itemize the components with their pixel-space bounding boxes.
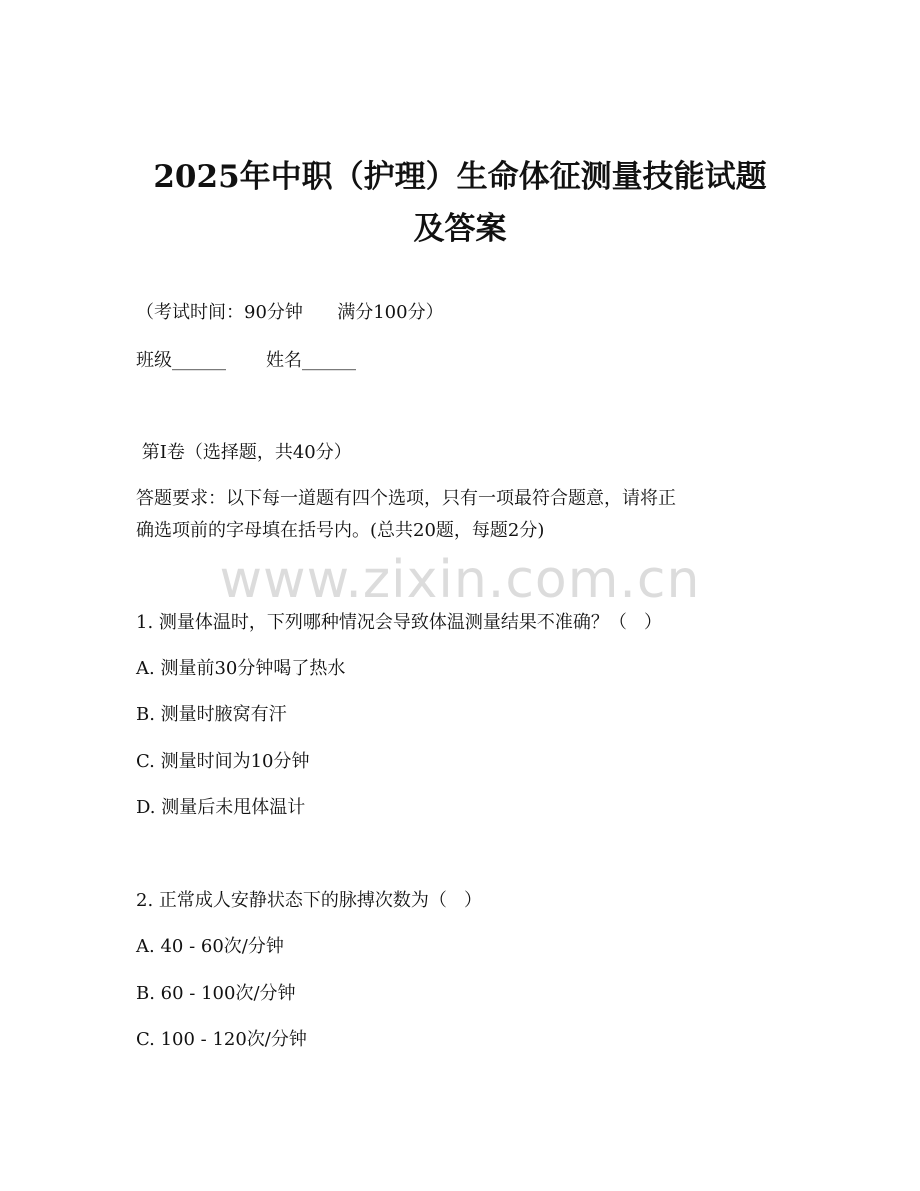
question-1-option-d: D. 测量后未甩体温计 bbox=[136, 797, 306, 818]
exam-info: （考试时间：90分钟 满分100分） bbox=[136, 302, 444, 323]
question-1-stem: 1. 测量体温时，下列哪种情况会导致体温测量结果不准确？（ ） bbox=[136, 612, 663, 633]
question-2-option-a: A. 40 - 60次/分钟 bbox=[136, 936, 284, 957]
question-1-option-b: B. 测量时腋窝有汗 bbox=[136, 704, 287, 725]
document-title-line-2: 及答案 bbox=[413, 211, 507, 247]
instructions-line-2: 确选项前的字母填在括号内。(总共20题，每题2分) bbox=[136, 520, 545, 541]
question-1-option-a: A. 测量前30分钟喝了热水 bbox=[136, 658, 346, 679]
watermark: www.zixin.com.cn bbox=[219, 550, 701, 610]
question-2-stem: 2. 正常成人安静状态下的脉搏次数为（ ） bbox=[136, 890, 483, 911]
section-title: 第Ⅰ卷（选择题，共40分） bbox=[136, 442, 352, 463]
document-title-line-1: 2025年中职（护理）生命体征测量技能试题 bbox=[153, 159, 767, 195]
question-1-option-c: C. 测量时间为10分钟 bbox=[136, 751, 310, 772]
instructions-line-1: 答题要求：以下每一道题有四个选项，只有一项最符合题意，请将正 bbox=[136, 488, 676, 509]
question-2-option-b: B. 60 - 100次/分钟 bbox=[136, 983, 296, 1004]
student-fields: 班级______ 姓名______ bbox=[136, 350, 357, 371]
question-2-option-c: C. 100 - 120次/分钟 bbox=[136, 1029, 307, 1050]
